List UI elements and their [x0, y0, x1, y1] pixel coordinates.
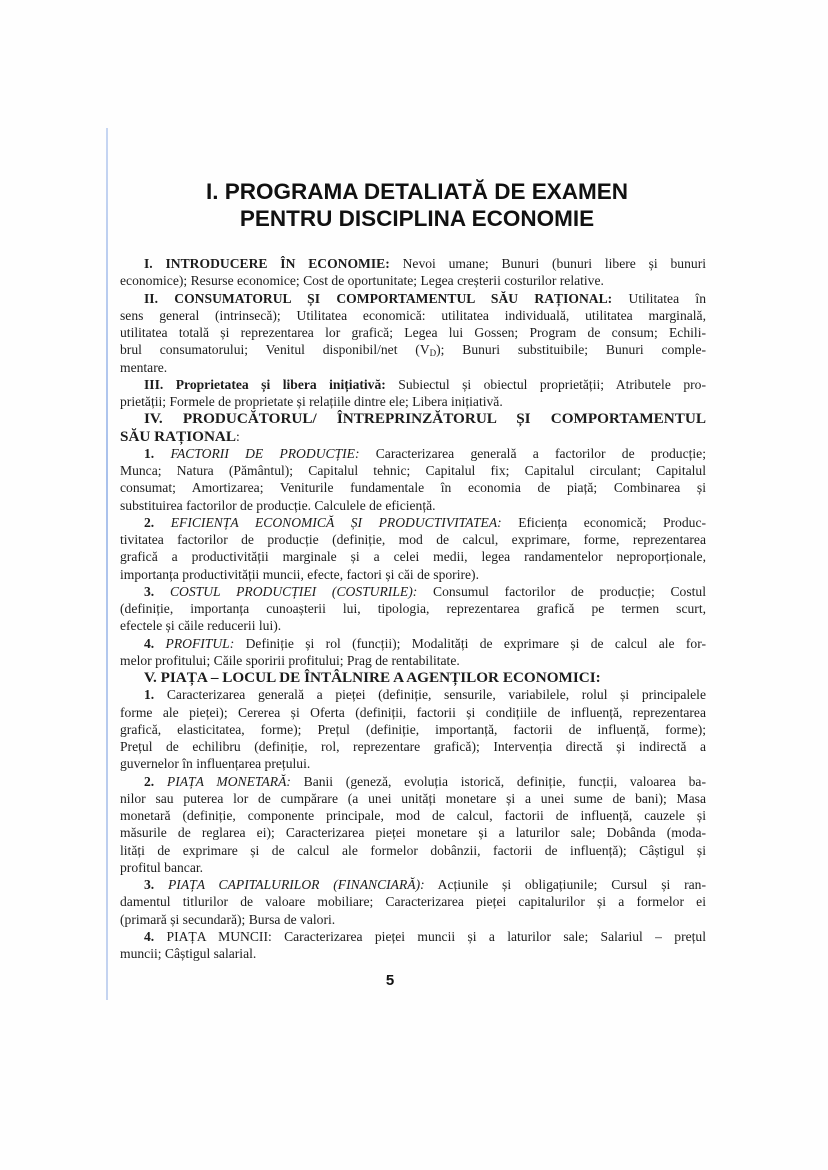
text-line: profitul bancar.: [120, 859, 204, 875]
text-line: importanța productivității muncii, efecte, factori și căi de sporire).: [120, 566, 479, 582]
paragraph-text: Caracterizarea pieței muncii și a laturilor sale; Salariul – prețul: [271, 928, 706, 944]
paragraph-text: Caracterizarea generală a pieței (definiție, sensurile, variabilele, rolul și principalele: [154, 687, 706, 703]
text-line: efectele și căile reducerii lui).: [120, 618, 282, 634]
syllabus-body: [120, 255, 706, 962]
text-line: mentare.: [120, 359, 168, 375]
text-line: [120, 255, 706, 272]
margin-rule: [106, 128, 108, 1000]
item-number: 4.: [144, 928, 155, 944]
text-line: tivitatea factorilor de producție (definiție, mod de calcul, exprimare, forme, reprezentarea: [120, 532, 706, 547]
paragraph-text: Banii (geneză, evoluția istorică, definiție, funcții, valoarea ba-: [290, 773, 706, 789]
paragraph-text: Utilitatea în: [612, 290, 706, 306]
paragraph-text: brul consumatorului; Venitul disponibil/net (V: [120, 342, 430, 358]
item-number: 3.: [144, 583, 155, 599]
item-number: 2.: [144, 773, 155, 789]
page-number: 5: [385, 972, 395, 989]
text-line: damentul titlurilor de valoare mobiliare; Caracterizarea pieței capitalurilor și a formelor ei: [120, 894, 706, 910]
item-number: 1.: [144, 445, 155, 461]
text-line: Prețul de echilibru (definiție, rol, reprezentare grafică); Intervenția directă și indirectă a: [120, 739, 706, 754]
item-number: 1.: [144, 687, 155, 703]
item-number: 3.: [144, 877, 155, 892]
section-heading: I. INTRODUCERE ÎN ECONOMIE:: [144, 256, 390, 271]
text-line: [120, 514, 706, 531]
text-line: [120, 773, 706, 790]
title-line-2: PENTRU DISCIPLINA ECONOMIE: [239, 206, 595, 231]
text-line: consumat; Amortizarea; Veniturile fundamentale în economia de piață; Combinarea și: [120, 480, 706, 496]
text-line: grafică a productivității marginale și a celei medii, legea randamentelor neproporționale,: [120, 549, 706, 565]
section-heading: II. CONSUMATORUL ȘI COMPORTAMENTUL SĂU RAȚIONAL:: [144, 290, 613, 306]
text-line: [120, 635, 706, 652]
paragraph-text: Nevoi umane; Bunuri (bunuri libere și bunuri: [389, 256, 706, 271]
section-introducere: [120, 255, 706, 290]
text-line: grafică, elasticitatea, forme); Prețul (definiție, importanță, factorii de influență, forme);: [120, 721, 706, 737]
paragraph-text: Acțiunile și obligațiunile; Cursul și ran-: [424, 877, 706, 892]
section-heading: III. Proprietatea și libera inițiativă:: [144, 376, 386, 392]
item-label: PIAȚA MONETARĂ:: [154, 773, 291, 789]
paragraph-text: Definiție și rol (funcții); Modalități de exprimare și de calcul ale for-: [234, 635, 706, 651]
item-label: EFICIENȚA ECONOMICĂ ȘI PRODUCTIVITATEA:: [154, 514, 502, 530]
section-heading: IV. PRODUCĂTORUL/ ÎNTREPRINZĂTORUL ȘI COMPORTAMENTUL: [144, 410, 706, 428]
text-line: (primară și secundară); Bursa de valori.: [120, 911, 336, 927]
item-number: 2.: [144, 514, 155, 530]
colon: :: [236, 428, 240, 444]
text-line: melor profitului; Căile sporirii profitului; Prag de rentabilitate.: [120, 652, 460, 668]
item-label: FACTORII DE PRODUCȚIE:: [154, 445, 360, 461]
text-line: economice); Resurse economice; Cost de oportunitate; Legea creșterii costurilor relative.: [120, 273, 604, 289]
text-line: utilitatea totală și reprezentarea lor grafică; Legea lui Gossen; Program de consum; Echili-: [120, 325, 706, 340]
text-line: monetară (definiție, componente principale, mod de calcul, factorii de influență, cauzele și: [120, 808, 706, 823]
text-line: [120, 928, 706, 945]
text-line: măsurile de reglarea ei); Caracterizarea pieței monetare și a laturilor sale; Dobânda (moda-: [120, 825, 706, 841]
item-number: 4.: [144, 635, 155, 651]
text-line: Munca; Natura (Pământul); Capitalul tehnic; Capitalul fix; Capitalul circulant; Capitalul: [120, 463, 706, 478]
section-heading-cont: SĂU RAȚIONAL: [120, 427, 237, 445]
page-title: [0, 178, 828, 232]
section-heading: V. PIAȚA – LOCUL DE ÎNTÂLNIRE A AGENȚILOR ECONOMICI:: [144, 669, 601, 686]
item-label: COSTUL PRODUCȚIEI (COSTURILE):: [154, 583, 418, 599]
paragraph-text: ); Bunuri substituibile; Bunuri comple-: [436, 342, 707, 358]
text-line: sens general (intrinsecă); Utilitatea economică: utilitatea individuală, utilitatea marginală,: [120, 307, 706, 323]
text-line: muncii; Câștigul salarial.: [120, 946, 257, 961]
text-line: [120, 876, 706, 893]
section-proprietatea: [120, 376, 706, 411]
text-line: (definiție, importanța cunoașterii lui, tipologia, reprezentarea grafică pe termen scurt,: [120, 601, 706, 616]
text-line: [120, 376, 706, 393]
subscript: D: [429, 348, 437, 359]
paragraph-text: Eficiența economică; Produc-: [501, 514, 707, 530]
paragraph-text: Consumul factorilor de producție; Costul: [417, 583, 706, 599]
section-producatorul: [120, 410, 706, 669]
text-line: [120, 428, 706, 445]
paragraph-text: Caracterizarea generală a factorilor de producție;: [359, 445, 706, 461]
item-label: PIAȚA CAPITALURILOR (FINANCIARĂ):: [154, 877, 425, 892]
section-consumatorul: [120, 290, 706, 376]
text-line: lități de exprimare și de calcul ale formelor dobânzii, factorii de influență); Câștigul și: [120, 842, 706, 858]
text-line: substituirea factorilor de producție. Calculele de eficiență.: [120, 497, 436, 513]
text-line: prietății; Formele de proprietate și relațiile dintre ele; Libera inițiativă.: [120, 394, 503, 409]
title-line-1: I. PROGRAMA DETALIATĂ DE EXAMEN: [205, 179, 629, 204]
text-line: [120, 583, 706, 600]
text-line: [120, 686, 706, 703]
text-line: nilor sau puterea lor de cumpărare (a unei unități monetare și a unei sume de bani); Masa: [120, 790, 706, 806]
item-label: PROFITUL:: [154, 635, 235, 651]
item-label: PIAȚA MUNCII:: [154, 928, 272, 944]
paragraph-text: Subiectul și obiectul proprietății; Atributele pro-: [385, 376, 706, 392]
text-line: [120, 290, 706, 307]
text-line: forme ale pieței); Cererea și Oferta (definiții, factorii și condițiile de influență, reprezentarea: [120, 704, 706, 720]
text-line: guvernelor în influențarea prețului.: [120, 756, 311, 772]
text-line: [120, 445, 706, 462]
text-line: [120, 341, 706, 358]
section-piata: [120, 669, 706, 962]
